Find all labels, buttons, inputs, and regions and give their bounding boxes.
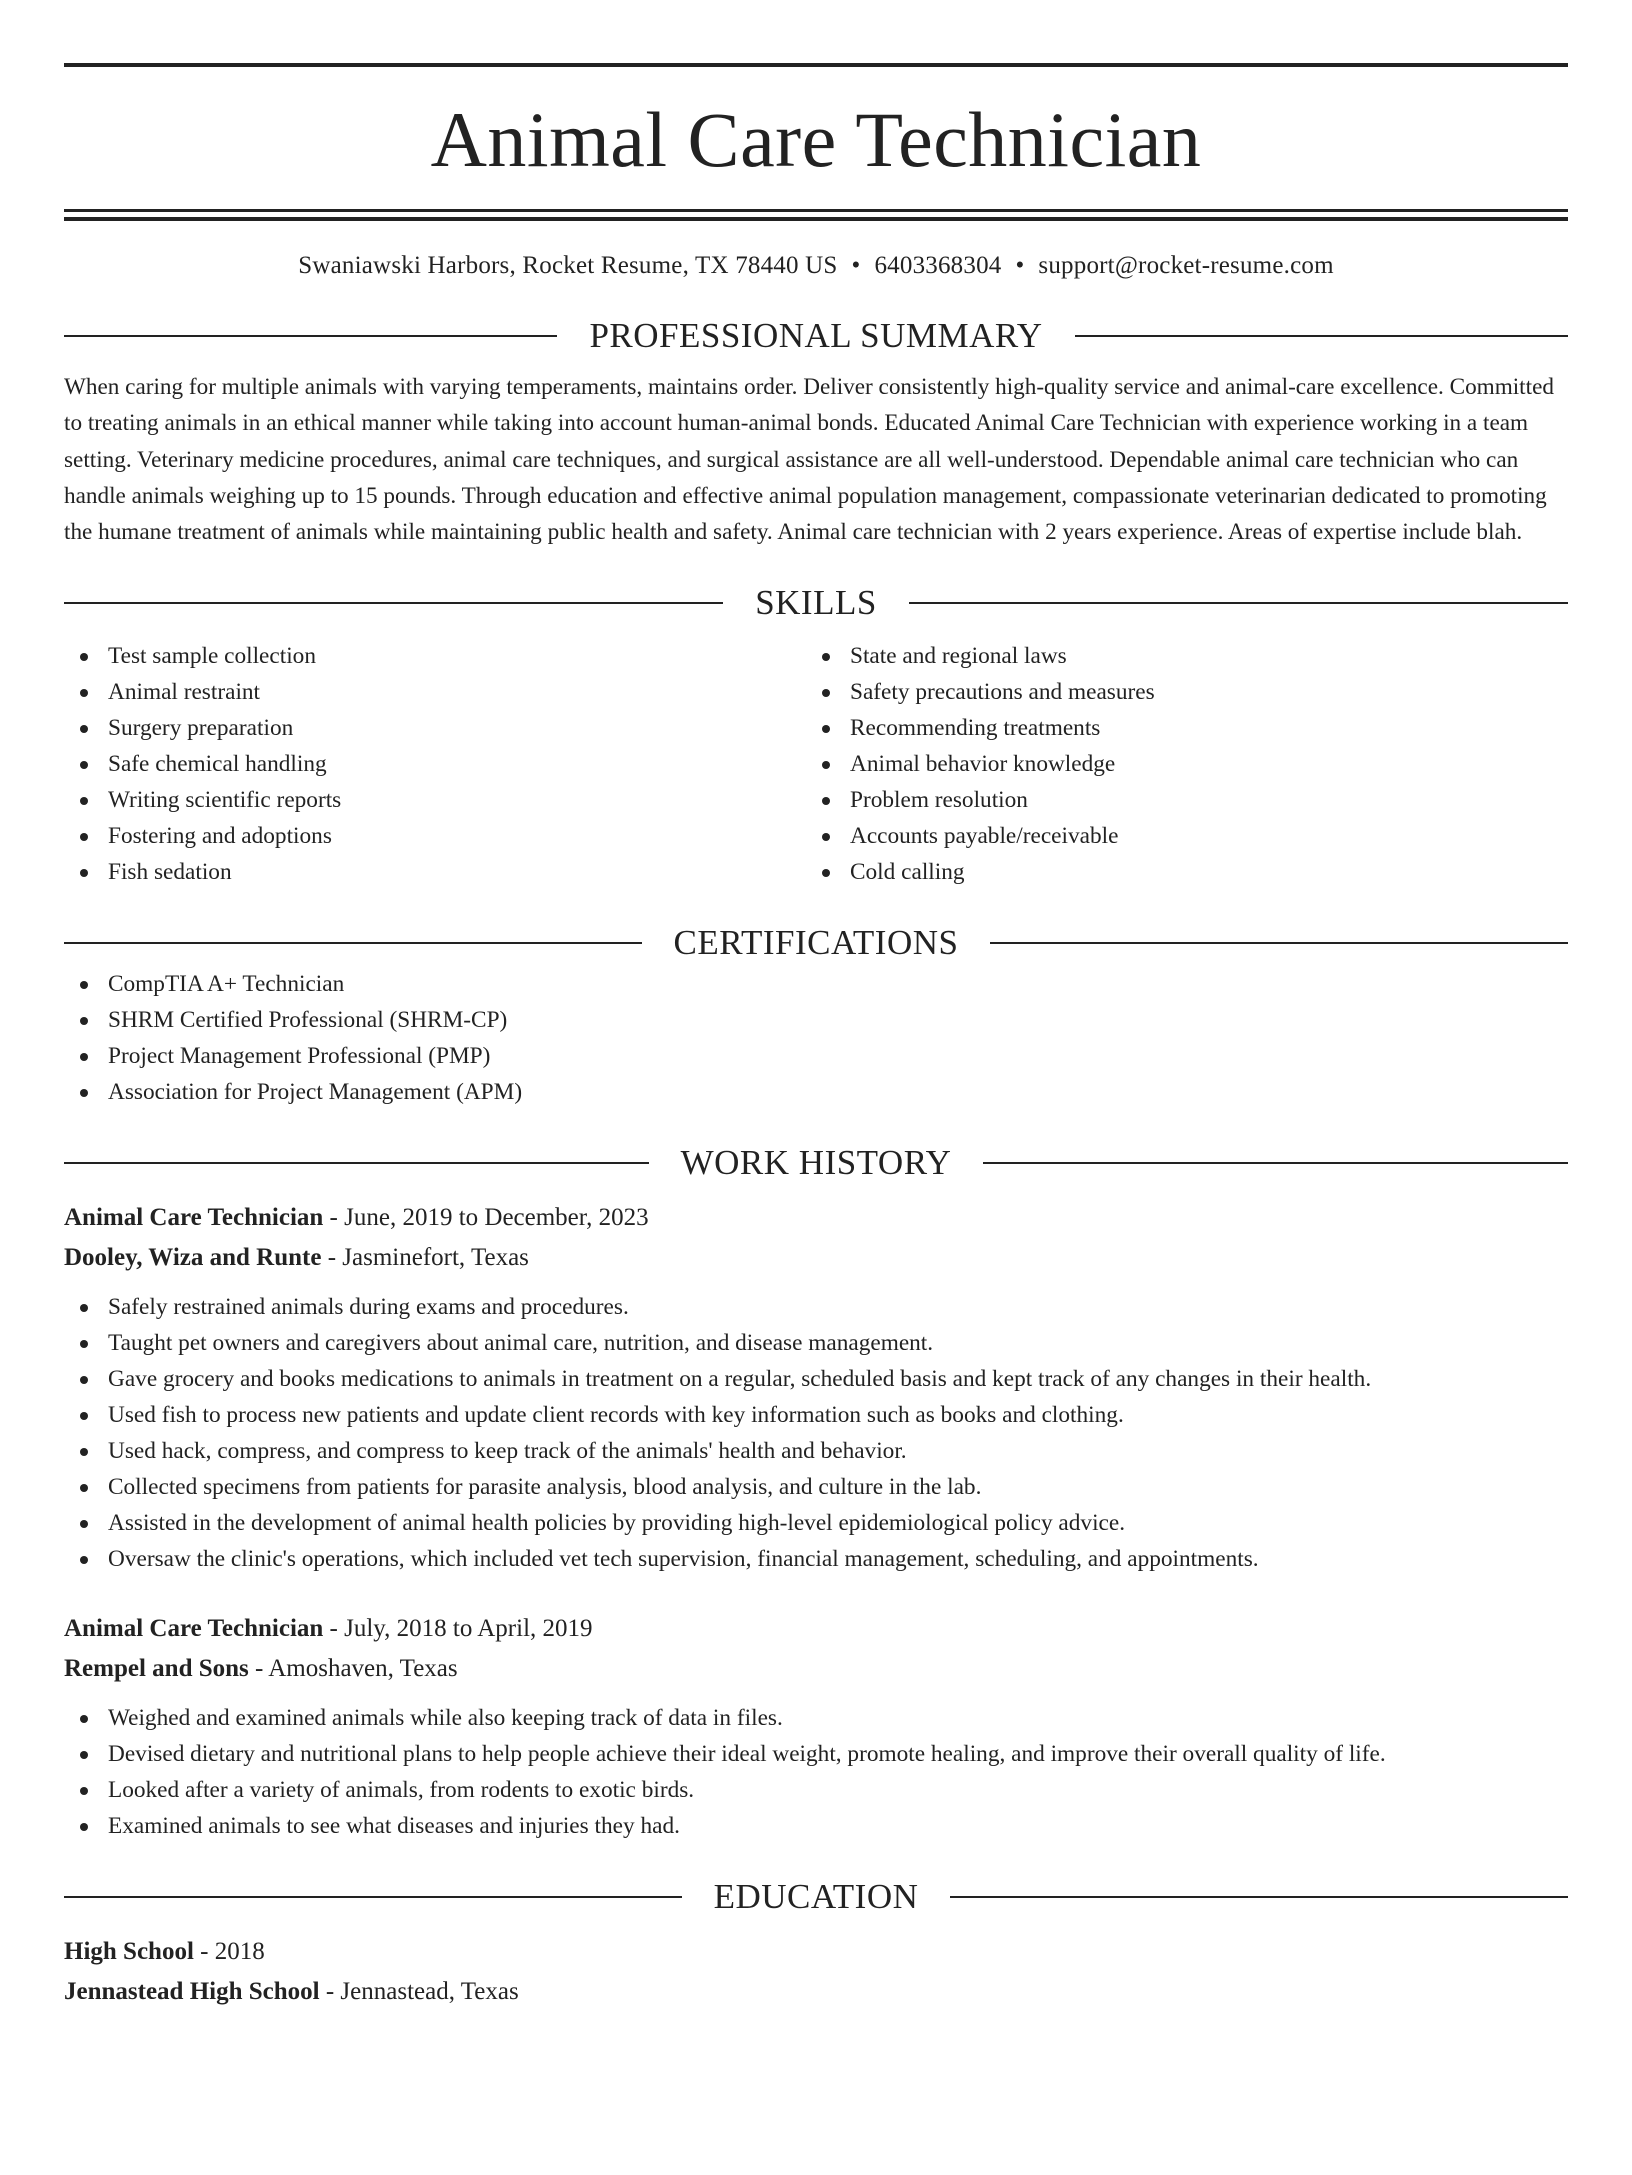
skills-column-right [806, 638, 1548, 890]
resume-title: Animal Care Technician [430, 96, 1202, 183]
job-duty-item: Used hack, compress, and compress to keep track of the animals' health and behavior. [64, 1433, 1568, 1469]
job-company-line [64, 1238, 1568, 1278]
job-duty-item: Taught pet owners and caregivers about animal care, nutrition, and disease management. [64, 1325, 1568, 1361]
job-company: Rempel and Sons [64, 1655, 249, 1683]
certification-item: Association for Project Management (APM) [64, 1074, 1568, 1110]
job-company-line [64, 1649, 1568, 1689]
skill-item: Surgery preparation [64, 710, 806, 746]
skill-item: Writing scientific reports [64, 782, 806, 818]
work-heading: WORK HISTORY [680, 1143, 952, 1183]
heading-rule-left [64, 1162, 649, 1164]
education-school: Jennastead High School [64, 1978, 320, 2006]
skill-item: Fostering and adoptions [64, 818, 806, 854]
job-duty-item: Devised dietary and nutritional plans to help people achieve their ideal weight, promote healing, and improve their overall quality of life. [64, 1736, 1568, 1772]
job-entry [64, 1609, 1568, 1844]
certifications-section-heading [64, 920, 1568, 966]
education-degree: High School [64, 1938, 194, 1966]
education-school-line [64, 1972, 1568, 2012]
skills-section-heading [64, 580, 1568, 626]
job-title-line [64, 1609, 1568, 1649]
job-duty-item: Assisted in the development of animal health policies by providing high-level epidemiological policy advice. [64, 1505, 1568, 1541]
education-location: - Jennastead, Texas [319, 1978, 519, 2006]
skill-item: Accounts payable/receivable [806, 818, 1548, 854]
job-entry [64, 1198, 1568, 1577]
heading-rule-right [983, 1162, 1568, 1164]
job-duty-item: Oversaw the clinic's operations, which included vet tech supervision, financial management, scheduling, and appointments. [64, 1541, 1568, 1577]
job-dates: - July, 2018 to April, 2019 [323, 1615, 593, 1643]
job-title: Animal Care Technician [64, 1615, 324, 1643]
skill-item: Cold calling [806, 854, 1548, 890]
job-company: Dooley, Wiza and Runte [64, 1244, 322, 1272]
job-duty-item: Looked after a variety of animals, from rodents to exotic birds. [64, 1772, 1568, 1808]
skill-item: Problem resolution [806, 782, 1548, 818]
skill-item: Animal restraint [64, 674, 806, 710]
certification-item: SHRM Certified Professional (SHRM-CP) [64, 1002, 1568, 1038]
skill-item: Safe chemical handling [64, 746, 806, 782]
skills-list [64, 638, 1568, 890]
certifications-list [64, 966, 1568, 1110]
skills-column-left [64, 638, 806, 890]
education-section-heading [64, 1874, 1568, 1920]
skill-item: State and regional laws [806, 638, 1548, 674]
skill-item: Animal behavior knowledge [806, 746, 1548, 782]
skill-item: Fish sedation [64, 854, 806, 890]
skill-item: Safety precautions and measures [806, 674, 1548, 710]
header-double-rule [64, 209, 1568, 221]
certifications-heading: CERTIFICATIONS [673, 923, 959, 963]
heading-rule-right [950, 1896, 1568, 1898]
job-dates: - June, 2019 to December, 2023 [323, 1204, 649, 1232]
heading-rule-left [64, 335, 557, 337]
job-location: - Amoshaven, Texas [248, 1655, 458, 1683]
heading-rule-left [64, 1896, 682, 1898]
certification-item: Project Management Professional (PMP) [64, 1038, 1568, 1074]
skills-heading: SKILLS [755, 583, 877, 623]
summary-text: When caring for multiple animals with varying temperaments, maintains order. Deliver consistently high-quality service and animal-care excellence. Committed to treating animals in an ethical manner while taking into account human-animal bonds. Educated Animal Care Technician with experience working in a team setting. Veterinary medicine procedures, animal care techniques, and surgical assistance are all well-understood. Dependable animal care technician who can handle animals weighing up to 15 pounds. Through education and effective animal population management, compassionate veterinarian dedicated to promoting the humane treatment of animals while maintaining public health and safety. Animal care technician with 2 years experience. Areas of expertise include blah. [64, 374, 1554, 546]
summary-section-heading [64, 313, 1568, 359]
job-duty-item: Used fish to process new patients and update client records with key information such as books and clothing. [64, 1397, 1568, 1433]
heading-rule-right [990, 942, 1568, 944]
heading-rule-left [64, 942, 642, 944]
education-heading: EDUCATION [713, 1877, 919, 1917]
job-duty-item: Examined animals to see what diseases and injuries they had. [64, 1808, 1568, 1844]
job-duties-list [64, 1289, 1568, 1577]
job-duty-item: Safely restrained animals during exams and procedures. [64, 1289, 1568, 1325]
contact-separator: • [1015, 252, 1025, 279]
education-degree-line [64, 1932, 1568, 1972]
education-entry [64, 1932, 1568, 2012]
header-top-rule [64, 63, 1568, 67]
skill-item: Test sample collection [64, 638, 806, 674]
job-duty-item: Collected specimens from patients for parasite analysis, blood analysis, and culture in the lab. [64, 1469, 1568, 1505]
contact-line [64, 249, 1568, 283]
contact-email: support@rocket-resume.com [1038, 252, 1334, 279]
resume-page [0, 63, 1632, 2175]
certification-item: CompTIA A+ Technician [64, 966, 1568, 1002]
work-section-heading [64, 1140, 1568, 1186]
job-duties-list [64, 1700, 1568, 1844]
heading-rule-right [1075, 335, 1568, 337]
job-location: - Jasminefort, Texas [321, 1244, 529, 1272]
job-duty-item: Weighed and examined animals while also keeping track of data in files. [64, 1700, 1568, 1736]
skill-item: Recommending treatments [806, 710, 1548, 746]
contact-address: Swaniawski Harbors, Rocket Resume, TX 78440 US [298, 252, 838, 279]
contact-separator: • [851, 252, 861, 279]
summary-heading: PROFESSIONAL SUMMARY [589, 316, 1043, 355]
job-title: Animal Care Technician [64, 1204, 324, 1232]
job-title-line [64, 1198, 1568, 1238]
heading-rule-left [64, 602, 723, 604]
job-duty-item: Gave grocery and books medications to animals in treatment on a regular, scheduled basis and kept track of any changes in their health. [64, 1361, 1568, 1397]
education-year: - 2018 [193, 1938, 265, 1966]
contact-phone: 6403368304 [874, 252, 1002, 279]
heading-rule-right [909, 602, 1568, 604]
